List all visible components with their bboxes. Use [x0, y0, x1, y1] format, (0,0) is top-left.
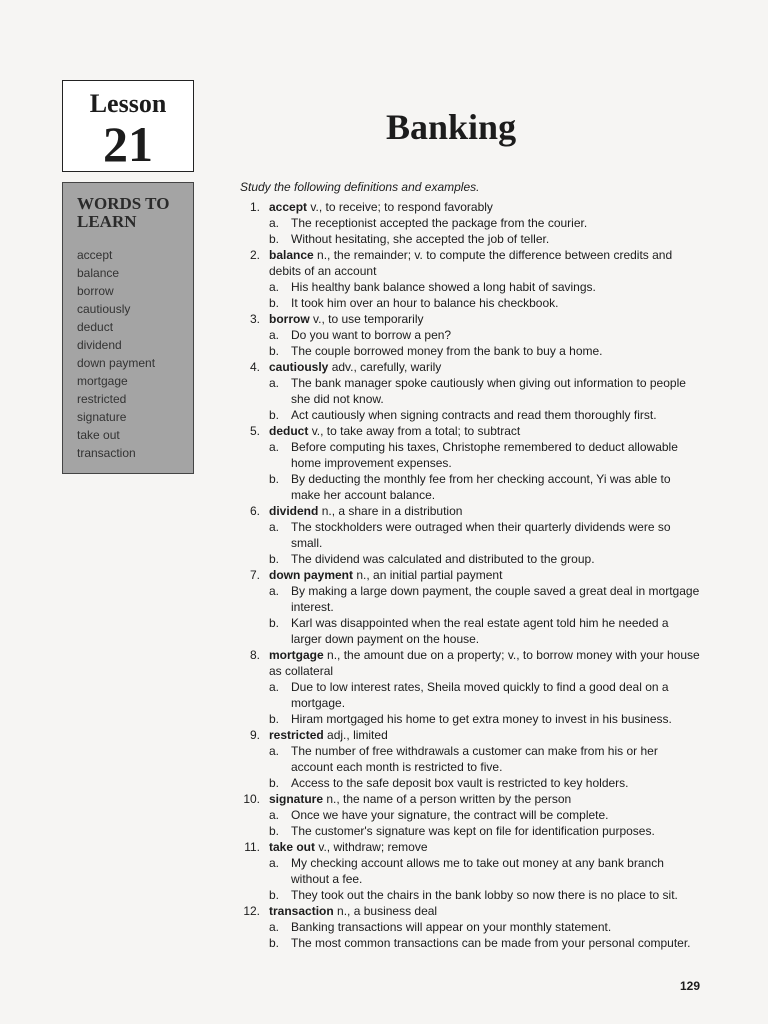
example-text: Without hesitating, she accepted the job of teller.: [291, 232, 550, 246]
example-sentence: [269, 775, 700, 791]
example-letter: b.: [269, 616, 280, 630]
entry-number: 10.: [243, 792, 260, 806]
words-list: [77, 246, 193, 462]
example-sentence: [269, 327, 700, 343]
example-text: Karl was disappointed when the real estate agent told him he needed a larger down payment on the house.: [291, 616, 669, 646]
example-letter: b.: [269, 712, 280, 726]
example-sentence: [269, 471, 700, 503]
entry-number: 7.: [249, 568, 260, 582]
entry-head: [249, 503, 700, 519]
entry-term: transaction: [269, 904, 334, 918]
example-text: The dividend was calculated and distributed to the group.: [291, 552, 595, 566]
entry-definition: v., withdraw; remove: [318, 840, 428, 854]
example-letter: a.: [269, 328, 280, 342]
example-sentence: [269, 279, 700, 295]
example-text: The bank manager spoke cautiously when giving out information to people she did not know.: [291, 376, 686, 406]
example-text: Access to the safe deposit box vault is restricted to key holders.: [291, 776, 629, 790]
example-text: Hiram mortgaged his home to get extra money to invest in his business.: [291, 712, 672, 726]
example-letter: a.: [269, 920, 280, 934]
example-sentence: [269, 551, 700, 567]
example-text: By making a large down payment, the couple saved a great deal in mortgage interest.: [291, 584, 700, 614]
example-text: Do you want to borrow a pen?: [291, 328, 452, 342]
entry-head: [249, 247, 700, 279]
example-sentence: [269, 887, 700, 903]
example-text: It took him over an hour to balance his checkbook.: [291, 296, 559, 310]
example-letter: a.: [269, 280, 280, 294]
example-letter: b.: [269, 552, 280, 566]
example-text: The customer's signature was kept on file for identification purposes.: [291, 824, 655, 838]
entry-head: [249, 199, 700, 215]
example-sentence: [269, 711, 700, 727]
entry-head: [244, 839, 700, 855]
example-letter: a.: [269, 584, 280, 598]
example-letter: b.: [269, 296, 280, 310]
entry-term: deduct: [269, 424, 309, 438]
example-text: The stockholders were outraged when their quarterly dividends were so small.: [291, 520, 671, 550]
example-sentence: [269, 439, 700, 471]
lesson-box: [62, 80, 194, 172]
example-text: Act cautiously when signing contracts and read them thoroughly first.: [291, 408, 657, 422]
example-sentence: [269, 215, 700, 231]
definition-entry: [240, 903, 700, 951]
example-letter: b.: [269, 936, 280, 950]
definition-entry: [240, 647, 700, 727]
word-item: down payment: [77, 356, 156, 370]
page-number: 129: [680, 979, 701, 993]
entry-definition: v., to take away from a total; to subtract: [311, 424, 521, 438]
example-sentence: [269, 935, 700, 951]
entry-term: dividend: [269, 504, 319, 518]
entry-term: take out: [269, 840, 316, 854]
entry-term: borrow: [269, 312, 310, 326]
definition-entry: [240, 503, 700, 567]
definitions-list: [240, 199, 700, 951]
entry-term: down payment: [269, 568, 354, 582]
instructions: Study the following definitions and examples.: [240, 180, 480, 194]
example-letter: a.: [269, 216, 280, 230]
example-letter: a.: [269, 376, 280, 390]
definition-entry: [240, 727, 700, 791]
example-sentence: [269, 295, 700, 311]
entry-number: 9.: [249, 728, 260, 742]
entry-number: 6.: [249, 504, 260, 518]
example-sentence: [269, 679, 700, 711]
entry-definition: v., to use temporarily: [313, 312, 424, 326]
example-sentence: [269, 919, 700, 935]
entry-definition: n., the name of a person written by the person: [326, 792, 572, 806]
example-letter: a.: [269, 856, 280, 870]
entry-number: 2.: [249, 248, 260, 262]
example-text: My checking account allows me to take out money at any bank branch without a fee.: [291, 856, 664, 886]
entry-number: 5.: [249, 424, 260, 438]
entry-term: accept: [269, 200, 308, 214]
entry-number: 12.: [243, 904, 260, 918]
entry-number: 8.: [249, 648, 260, 662]
definition-entry: [240, 199, 700, 247]
example-sentence: [269, 343, 700, 359]
entry-term: cautiously: [269, 360, 329, 374]
example-letter: a.: [269, 520, 280, 534]
definition-entry: [240, 359, 700, 423]
entry-head: [249, 423, 700, 439]
entry-definition: n., the amount due on a property; v., to borrow money with your house as collateral: [269, 648, 700, 678]
example-letter: b.: [269, 824, 280, 838]
example-sentence: [269, 823, 700, 839]
entry-head: [249, 567, 700, 583]
entry-definition: n., an initial partial payment: [356, 568, 503, 582]
entry-head: [249, 359, 700, 375]
example-text: Banking transactions will appear on your monthly statement.: [291, 920, 612, 934]
definition-entry: [240, 791, 700, 839]
entry-number: 1.: [249, 200, 260, 214]
example-sentence: [269, 407, 700, 423]
word-item: cautiously: [77, 302, 131, 316]
example-sentence: [269, 743, 700, 775]
word-item: transaction: [77, 446, 136, 460]
words-to-learn-box: [62, 182, 194, 474]
entry-definition: adj., limited: [327, 728, 388, 742]
example-letter: b.: [269, 232, 280, 246]
example-letter: b.: [269, 776, 280, 790]
entry-term: restricted: [269, 728, 324, 742]
page-title: Banking: [386, 107, 517, 147]
example-sentence: [269, 375, 700, 407]
word-item: accept: [77, 248, 113, 262]
definition-entry: [240, 247, 700, 311]
example-letter: b.: [269, 472, 280, 486]
entry-definition: adv., carefully, warily: [331, 360, 442, 374]
example-text: The number of free withdrawals a customer can make from his or her account each month is restricted to five.: [291, 744, 658, 774]
word-item: mortgage: [77, 374, 128, 388]
example-text: Before computing his taxes, Christophe remembered to deduct allowable home improvement expenses.: [291, 440, 678, 470]
definition-entry: [240, 423, 700, 503]
entry-term: mortgage: [269, 648, 324, 662]
entry-term: signature: [269, 792, 324, 806]
example-text: They took out the chairs in the bank lobby so now there is no place to sit.: [291, 888, 678, 902]
entry-head: [243, 903, 700, 919]
definition-entry: [240, 311, 700, 359]
example-sentence: [269, 519, 700, 551]
entry-head: [249, 311, 700, 327]
example-text: The receptionist accepted the package from the courier.: [291, 216, 588, 230]
entry-term: balance: [269, 248, 314, 262]
lesson-label: Lesson: [89, 89, 167, 118]
example-letter: b.: [269, 408, 280, 422]
example-sentence: [269, 615, 700, 647]
word-item: take out: [77, 428, 120, 442]
example-text: The couple borrowed money from the bank to buy a home.: [291, 344, 603, 358]
entry-definition: n., the remainder; v. to compute the difference between credits and debits of an account: [269, 248, 673, 278]
example-letter: b.: [269, 888, 280, 902]
entry-number: 3.: [249, 312, 260, 326]
definition-entry: [240, 839, 700, 903]
example-text: Once we have your signature, the contract will be complete.: [291, 808, 609, 822]
example-letter: a.: [269, 808, 280, 822]
lesson-number: 21: [103, 116, 153, 172]
example-text: Due to low interest rates, Sheila moved quickly to find a good deal on a mortgage.: [291, 680, 669, 710]
entry-number: 4.: [249, 360, 260, 374]
example-sentence: [269, 583, 700, 615]
example-sentence: [269, 231, 700, 247]
example-text: His healthy bank balance showed a long habit of savings.: [291, 280, 596, 294]
entry-head: [249, 647, 700, 679]
example-letter: a.: [269, 680, 280, 694]
example-letter: b.: [269, 344, 280, 358]
definition-entry: [240, 567, 700, 647]
entry-number: 11.: [244, 840, 260, 854]
entry-definition: n., a business deal: [337, 904, 438, 918]
example-sentence: [269, 807, 700, 823]
example-text: By deducting the monthly fee from her checking account, Yi was able to make her account balance.: [291, 472, 671, 502]
entry-head: [243, 791, 700, 807]
entry-definition: v., to receive; to respond favorably: [310, 200, 493, 214]
entry-definition: n., a share in a distribution: [321, 504, 463, 518]
word-item: signature: [77, 410, 127, 424]
word-item: deduct: [77, 320, 114, 334]
example-letter: a.: [269, 440, 280, 454]
example-letter: a.: [269, 744, 280, 758]
words-heading: WORDS TO LEARN: [77, 194, 170, 231]
word-item: restricted: [77, 392, 127, 406]
entry-head: [249, 727, 700, 743]
word-item: borrow: [77, 284, 114, 298]
word-item: balance: [77, 266, 120, 280]
example-text: The most common transactions can be made from your personal computer.: [291, 936, 691, 950]
word-item: dividend: [77, 338, 122, 352]
example-sentence: [269, 855, 700, 887]
